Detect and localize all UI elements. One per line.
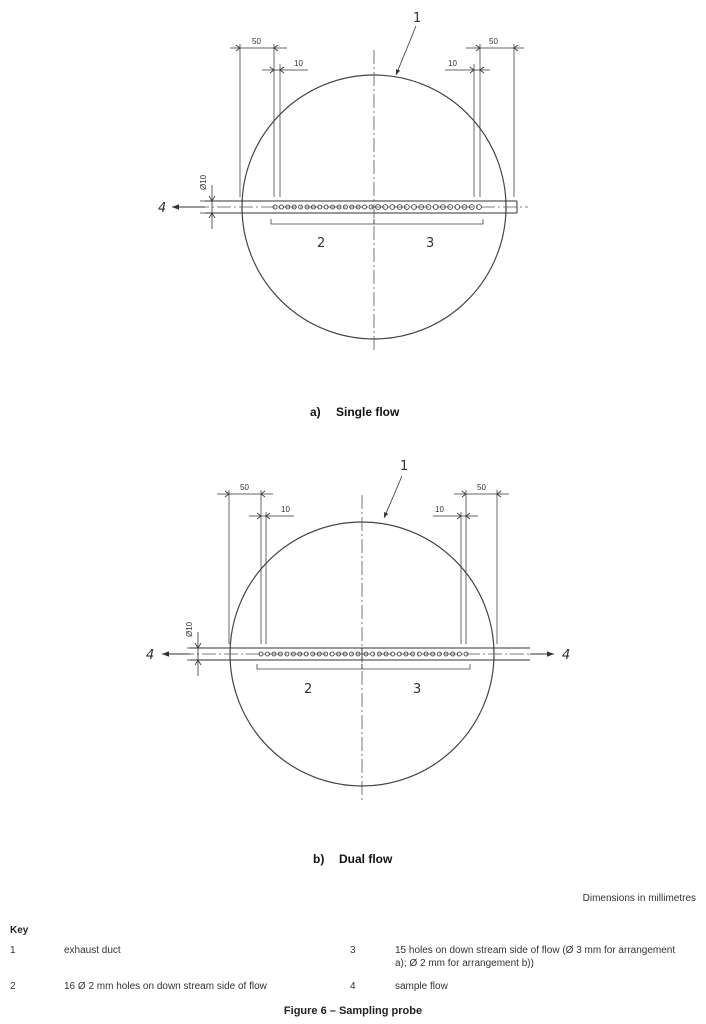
callout-holes-right-b: 3 [413,682,422,697]
key-title: Key [10,925,29,936]
subfigure-title-a: Single flow [336,405,400,419]
key-number: 2 [10,981,16,992]
subfigure-a-single-flow [158,11,528,350]
key-number: 3 [350,945,356,956]
key-description: 16 Ø 2 mm holes on down stream side of flow [64,981,267,992]
callout-duct-a: 1 [413,11,422,26]
subfigure-label-b: b) [313,852,325,866]
bracket-holes-left-a [271,219,374,224]
diameter-label-b: Ø10 [185,621,194,637]
dimension-label-50-left-b: 50 [240,483,249,492]
key-number: 1 [10,945,16,956]
callout-flow-right-b: 4 [562,648,571,663]
subfigure-caption-a [310,405,399,419]
subfigure-label-a: a) [310,405,321,419]
key-number: 4 [350,981,356,992]
callout-flow-left-b: 4 [146,648,155,663]
bracket-holes-right-b [362,664,470,669]
callout-holes-right-a: 3 [426,236,435,251]
bracket-holes-right-a [374,219,483,224]
leader-duct-a [396,26,416,75]
dimension-label-10-right-b: 10 [435,505,444,514]
subfigure-caption-b [313,852,392,866]
diameter-label-a: Ø10 [199,174,208,190]
subfigure-title-b: Dual flow [339,852,393,866]
dimension-label-10-right-a: 10 [448,59,457,68]
dimension-label-50-left-a: 50 [252,37,261,46]
callout-flow-a: 4 [158,201,167,216]
extension-lines-b [229,490,497,644]
key-description: exhaust duct [64,945,121,956]
callout-holes-left-b: 2 [304,682,313,697]
dimensions-note: Dimensions in millimetres [582,893,696,904]
callout-holes-left-a: 2 [317,236,326,251]
figure-caption: Figure 6 – Sampling probe [283,1005,423,1017]
key-description: sample flow [395,981,448,992]
callout-duct-b: 1 [400,459,409,474]
subfigure-b-dual-flow [146,459,570,802]
leader-duct-b [384,476,402,518]
dimension-label-10-left-b: 10 [281,505,290,514]
extension-lines-a [240,44,514,197]
bracket-holes-left-b [257,664,362,669]
dimension-label-50-right-a: 50 [489,37,498,46]
key-description: 15 holes on down stream side of flow (Ø 3 mm for arrangement a); Ø 2 mm for arrangement b)) [395,945,676,969]
dimension-label-10-left-a: 10 [294,59,303,68]
dimension-label-50-right-b: 50 [477,483,486,492]
